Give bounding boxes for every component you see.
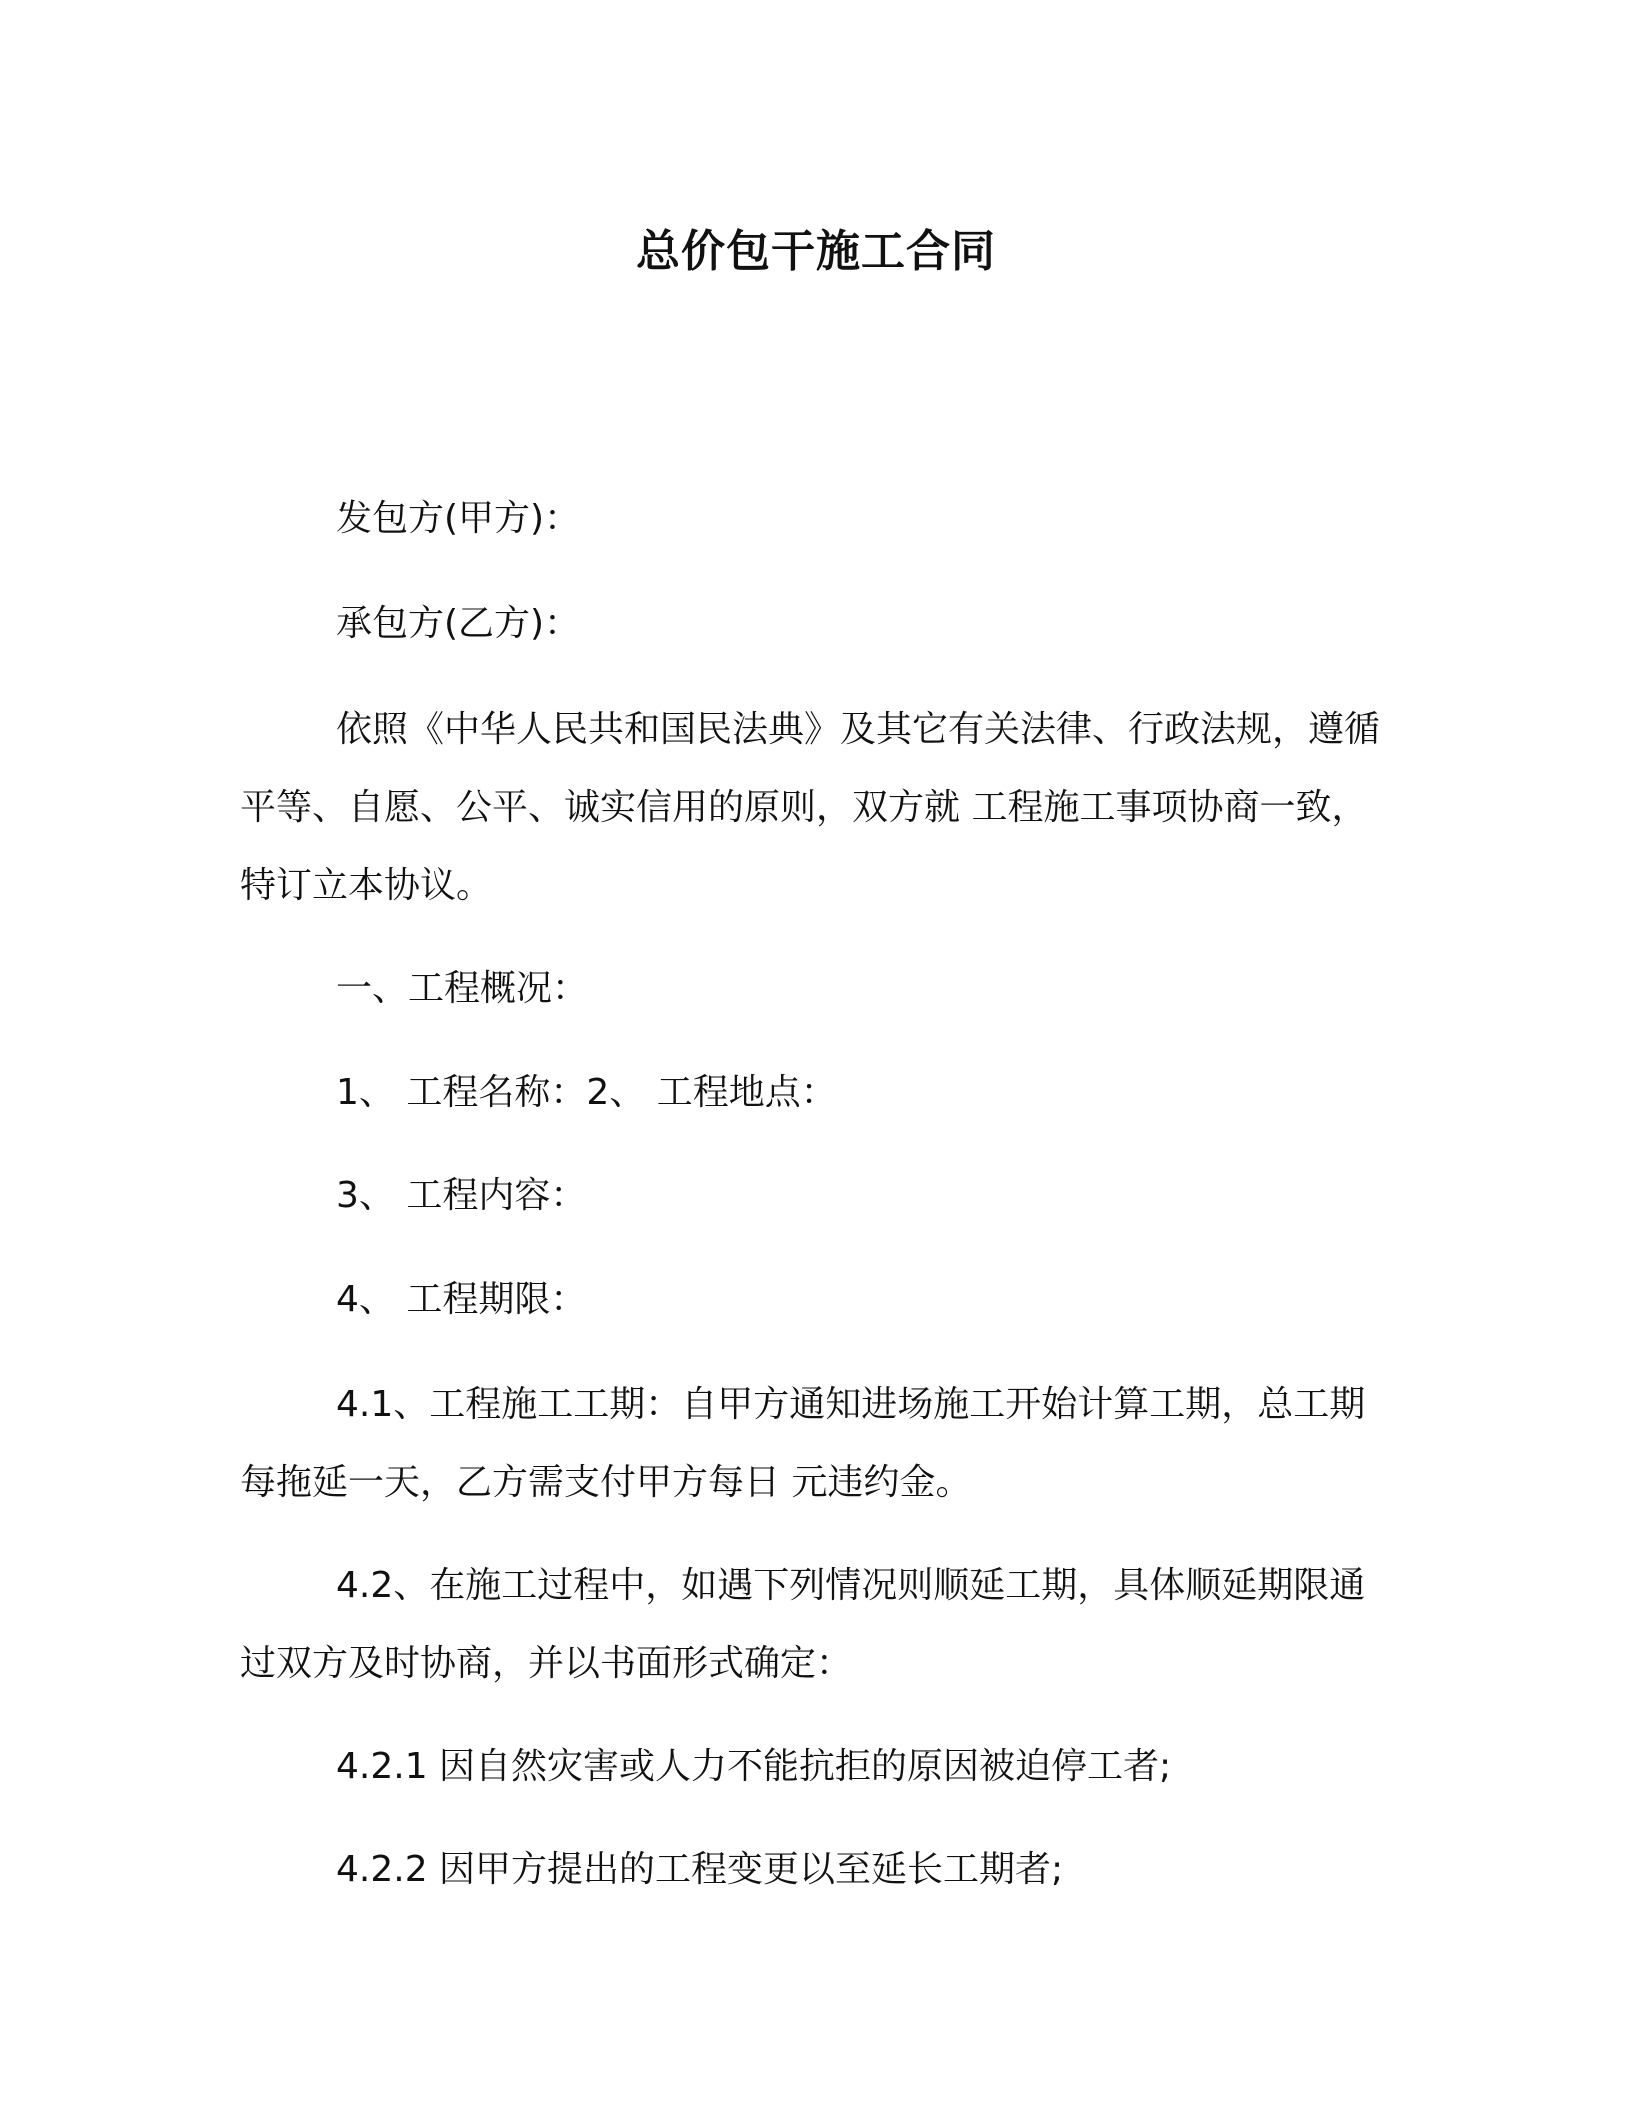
document-title: 总价包干施工合同 xyxy=(636,226,996,277)
clause-4-2-2: 4.2.2 因甲方提出的工程变更以至延长工期者; xyxy=(336,1849,1064,1890)
party-a-line: 发包方(甲方)： xyxy=(336,498,581,539)
item-project-term: 4、 工程期限： xyxy=(336,1279,587,1320)
item-project-name-location: 1、 工程名称：2、 工程地点： xyxy=(336,1072,837,1113)
preamble-paragraph: 依照《中华人民共和国民法典》及其它有关法律、行政法规，遵循平等、自愿、公平、诚实信用的原则，双方就 工程施工事项协商一致，特订立本协议。 xyxy=(240,709,1381,906)
clause-4-2-1: 4.2.1 因自然灾害或人力不能抗拒的原因被迫停工者; xyxy=(336,1746,1172,1787)
section-heading-overview: 一、工程概况： xyxy=(336,968,589,1009)
clause-4-2: 4.2、在施工过程中，如遇下列情况则顺延工期，具体顺延期限通过双方及时协商，并以书面形式确定： xyxy=(240,1565,1366,1684)
clause-4-1: 4.1、工程施工工期：自甲方通知进场施工开始计算工期，总工期每拖延一天，乙方需支付甲方每日 元违约金。 xyxy=(240,1384,1366,1503)
item-project-content: 3、 工程内容： xyxy=(336,1175,587,1216)
party-b-line: 承包方(乙方)： xyxy=(336,603,581,644)
